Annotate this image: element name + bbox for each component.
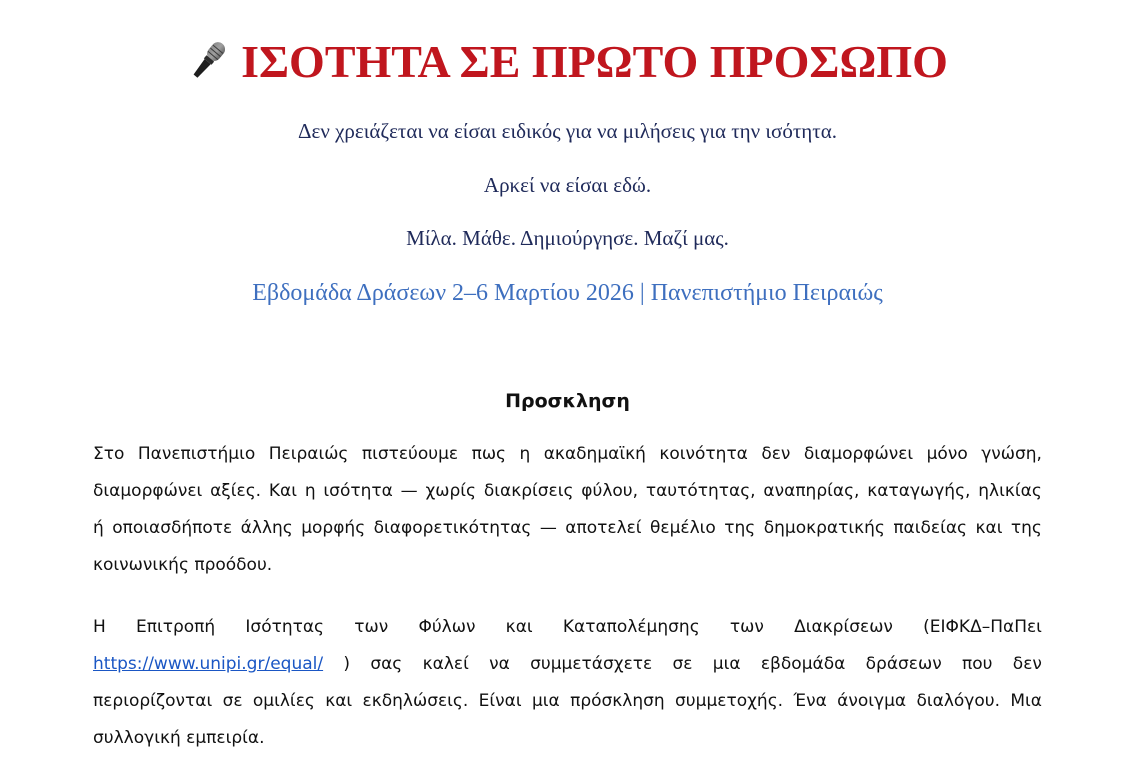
- word: των: [729, 617, 764, 637]
- word: δράσεων: [865, 654, 942, 674]
- word: σε: [672, 654, 693, 674]
- word: —: [400, 481, 418, 501]
- word: Πανεπιστήμιο: [137, 444, 256, 464]
- word: αξίες.: [210, 481, 262, 501]
- word: Επιτροπή: [136, 617, 216, 637]
- word: ): [343, 654, 351, 674]
- tagline-3: Μίλα. Μάθε. Δημιούργησε. Μαζί μας.: [406, 226, 729, 250]
- word: —: [539, 518, 557, 538]
- word: ακαδημαϊκή: [543, 444, 646, 464]
- word: μορφής: [301, 518, 366, 538]
- word: διαμορφώνει: [803, 444, 914, 464]
- word: της: [1010, 518, 1042, 538]
- paragraph-line: [93, 510, 1042, 547]
- word: των: [354, 617, 389, 637]
- word: χωρίς: [425, 481, 477, 501]
- word: ταυτότητας,: [645, 481, 756, 501]
- word: άνοιγμα: [837, 691, 907, 711]
- word: γνώση,: [981, 444, 1042, 464]
- word: εκδηλώσεις.: [362, 691, 469, 711]
- word: αναπηρίας,: [763, 481, 860, 501]
- word: Μια: [1010, 691, 1042, 711]
- word: και: [975, 518, 1003, 538]
- event-dates-line: Εβδομάδα Δράσεων 2–6 Μαρτίου 2026 | Πανεπιστήμιο Πειραιώς: [252, 280, 883, 306]
- word: θεμέλιο: [650, 518, 716, 538]
- word: σας: [370, 654, 403, 674]
- word: Φύλων: [418, 617, 476, 637]
- word: ομιλίες: [252, 691, 315, 711]
- word: άλλης: [240, 518, 293, 538]
- word: περιορίζονται: [93, 691, 213, 711]
- word: πιστεύουμε: [361, 444, 459, 464]
- word: διαφορετικότητας: [373, 518, 532, 538]
- word: καταγωγής,: [867, 481, 971, 501]
- word: καλεί: [422, 654, 469, 674]
- word: διαμορφώνει: [93, 481, 203, 501]
- word: εβδομάδα: [760, 654, 846, 674]
- word: ή: [93, 518, 104, 538]
- word: δημοκρατικής: [763, 518, 885, 538]
- word: ηλικίας: [978, 481, 1042, 501]
- word: διακρίσεις: [483, 481, 574, 501]
- paragraph-line: [93, 473, 1042, 510]
- word: οποιασδήποτε: [112, 518, 233, 538]
- microphone-icon: [187, 38, 231, 82]
- word: παιδείας: [893, 518, 968, 538]
- tagline-2: Αρκεί να είσαι εδώ.: [483, 173, 652, 197]
- word: μόνο: [926, 444, 968, 464]
- word: που: [962, 654, 993, 674]
- word: Διακρίσεων: [794, 617, 893, 637]
- word: δεν: [1012, 654, 1042, 674]
- word: της: [724, 518, 756, 538]
- section-heading: Προσκληση: [505, 390, 630, 412]
- word: να: [489, 654, 510, 674]
- word: δεν: [761, 444, 791, 464]
- word: και: [325, 691, 353, 711]
- word: (ΕΙΦΚΔ–ΠαΠει: [923, 617, 1042, 637]
- word: διαλόγου.: [916, 691, 1000, 711]
- word: και: [505, 617, 533, 637]
- word: η: [304, 481, 316, 501]
- word: πρόσκληση: [570, 691, 665, 711]
- committee-link[interactable]: https://www.unipi.gr/equal/: [93, 654, 324, 674]
- word: Η: [93, 617, 106, 637]
- tagline-1: Δεν χρειάζεται να είσαι ειδικός για να μιλήσεις για την ισότητα.: [298, 119, 837, 143]
- paragraph-invitation: [93, 436, 1042, 584]
- paragraph-line: συλλογική εμπειρία.: [93, 728, 265, 748]
- paragraph-line: [93, 436, 1042, 473]
- word: σε: [222, 691, 243, 711]
- paragraph-line: [93, 683, 1042, 720]
- word: Ισότητας: [245, 617, 325, 637]
- word: μια: [531, 691, 560, 711]
- word: πως: [471, 444, 507, 464]
- word: κοινότητα: [659, 444, 748, 464]
- title-text: ΙΣΟΤΗΤΑ ΣΕ ΠΡΩΤΟ ΠΡΟΣΩΠΟ: [241, 36, 948, 87]
- word: Στο: [93, 444, 125, 464]
- word: Καταπολέμησης: [562, 617, 700, 637]
- word: Ένα: [793, 691, 827, 711]
- word: η: [519, 444, 531, 464]
- word: Είναι: [478, 691, 522, 711]
- page-title: [0, 34, 1135, 90]
- word: ισότητα: [323, 481, 393, 501]
- word: φύλου,: [581, 481, 639, 501]
- word: μια: [712, 654, 741, 674]
- paragraph-line: [93, 609, 1042, 646]
- word: Πειραιώς: [268, 444, 349, 464]
- paragraph-committee: [93, 609, 1042, 757]
- word: Και: [268, 481, 298, 501]
- word: αποτελεί: [565, 518, 642, 538]
- paragraph-line: [93, 646, 1042, 683]
- word: συμμετοχής.: [675, 691, 784, 711]
- paragraph-line: κοινωνικής προόδου.: [93, 555, 273, 575]
- word: συμμετάσχετε: [530, 654, 653, 674]
